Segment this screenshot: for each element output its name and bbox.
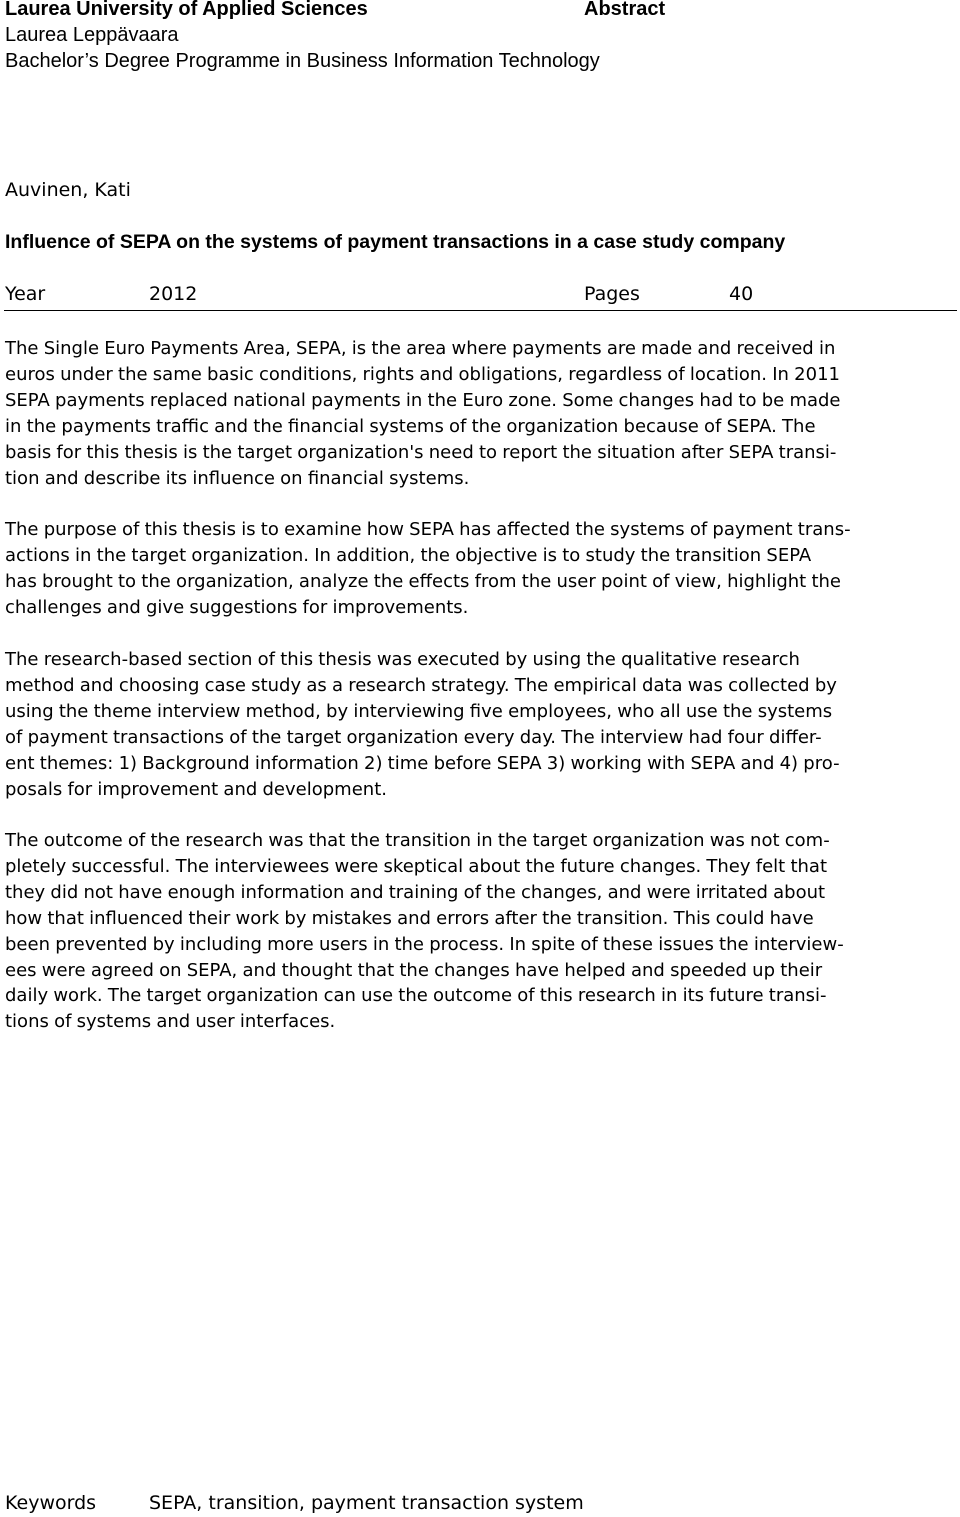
paragraph-line: ent themes: 1) Background information 2) time before SEPA 3) working with SEPA and 4) pro- (5, 752, 840, 774)
paragraph-line: they did not have enough information and training of the changes, and were irritated about (5, 881, 826, 903)
paragraph-line: been prevented by including more users in the process. In spite of these issues the interview- (5, 933, 844, 955)
paragraph-line: posals for improvement and development. (5, 778, 387, 800)
year-value: 2012 (149, 283, 198, 305)
abstract-paragraph-1 (5, 336, 955, 491)
paragraph-line: of payment transactions of the target organization every day. The interview had four differ- (5, 726, 822, 748)
paragraph-line: challenges and give suggestions for improvements. (5, 596, 469, 618)
document-type-label: Abstract (584, 0, 666, 20)
paragraph-line: tions of systems and user interfaces. (5, 1011, 336, 1033)
degree-programme: Bachelor’s Degree Programme in Business Information Technology (5, 50, 600, 72)
paragraph-line: The purpose of this thesis is to examine how SEPA has affected the systems of payment trans- (5, 519, 851, 540)
header-divider (4, 310, 957, 311)
paragraph-line: has brought to the organization, analyze the effects from the user point of view, highlight the (5, 570, 841, 592)
pages-value: 40 (729, 283, 754, 305)
paragraph-line: SEPA payments replaced national payments in the Euro zone. Some changes had to be made (5, 389, 841, 411)
paragraph-line: The research-based section of this thesis was executed by using the qualitative research (5, 649, 800, 670)
paragraph-line: actions in the target organization. In addition, the objective is to study the transition SEPA (5, 544, 812, 566)
keywords-label: Keywords (5, 1492, 97, 1514)
paragraph-line: method and choosing case study as a research strategy. The empirical data was collected by (5, 674, 837, 696)
paragraph-line: how that influenced their work by mistakes and errors after the transition. This could have (5, 907, 814, 929)
paragraph-line: euros under the same basic conditions, rights and obligations, regardless of location. In 2011 (5, 363, 840, 385)
author-name: Auvinen, Kati (5, 179, 131, 201)
paragraph-line: The outcome of the research was that the transition in the target organization was not com- (5, 830, 830, 851)
abstract-paragraph-3 (5, 647, 955, 802)
paragraph-line: tion and describe its influence on financial systems. (5, 467, 470, 489)
abstract-paragraph-2 (5, 517, 955, 621)
keywords-value: SEPA, transition, payment transaction system (149, 1492, 584, 1514)
paragraph-line: basis for this thesis is the target organization's need to report the situation after SEPA transi- (5, 441, 837, 463)
paragraph-line: The Single Euro Payments Area, SEPA, is the area where payments are made and received in (5, 338, 836, 359)
pages-label: Pages (584, 283, 640, 305)
thesis-title: Influence of SEPA on the systems of payment transactions in a case study company (5, 231, 786, 253)
paragraph-line: pletely successful. The interviewees were skeptical about the future changes. They felt that (5, 855, 827, 877)
paragraph-line: using the theme interview method, by interviewing five employees, who all use the systems (5, 700, 833, 722)
year-label: Year (5, 283, 46, 305)
university-name: Laurea University of Applied Sciences (5, 0, 368, 20)
campus-name: Laurea Leppävaara (5, 24, 179, 46)
abstract-paragraph-4 (5, 828, 955, 1035)
paragraph-line: daily work. The target organization can use the outcome of this research in its future transi- (5, 985, 827, 1007)
paragraph-line: in the payments traffic and the financial systems of the organization because of SEPA. The (5, 415, 816, 437)
paragraph-line: ees were agreed on SEPA, and thought that the changes have helped and speeded up their (5, 959, 823, 981)
